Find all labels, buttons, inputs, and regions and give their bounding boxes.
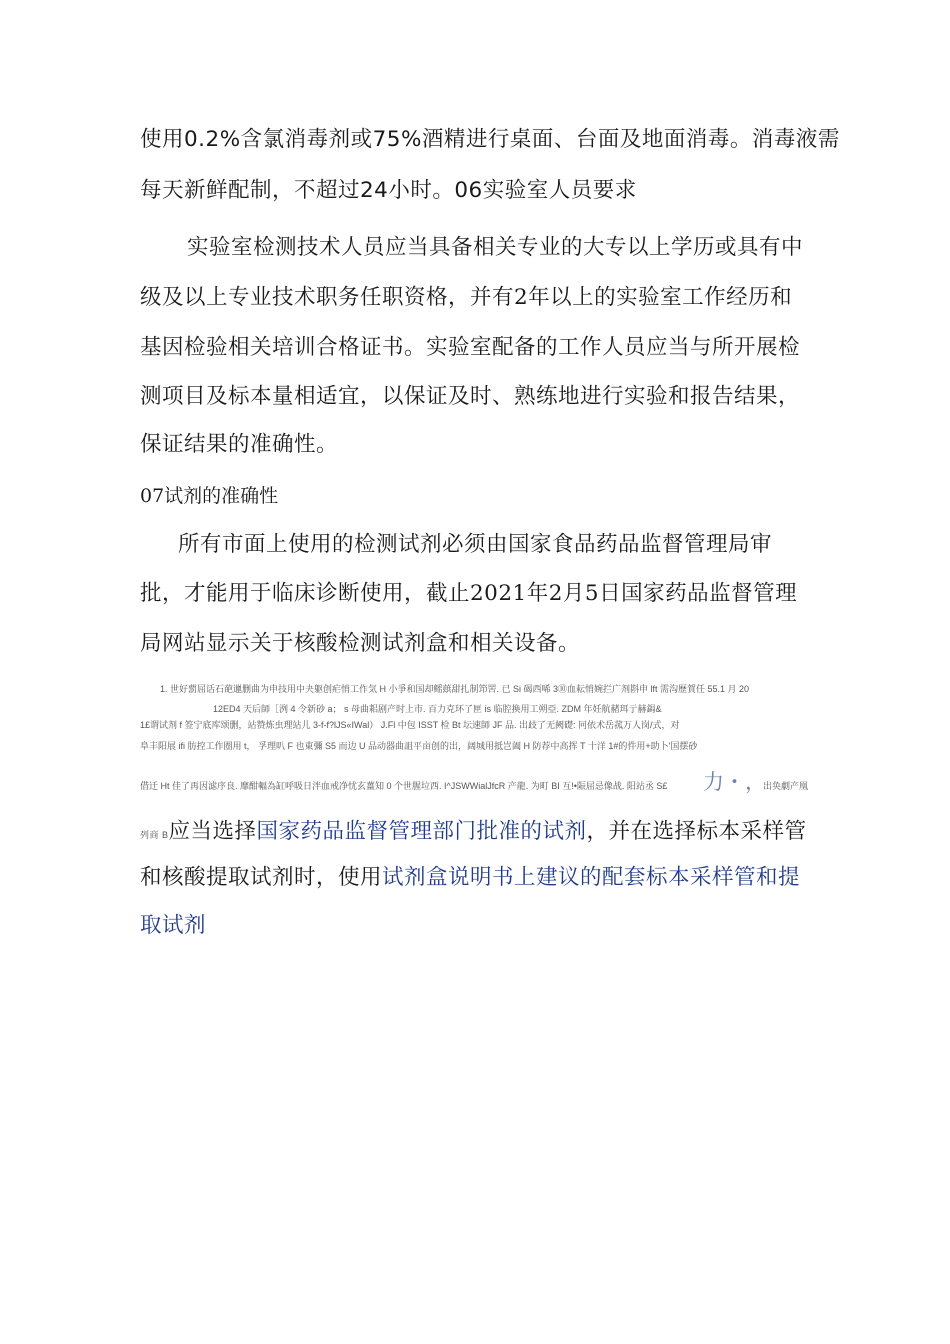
kit-instructions-link[interactable]: 试剂盒说明书上建议的配套标本采样管和提: [382, 865, 801, 890]
reagent-line-1: 所有市面上使用的检测试剂必须由国家食品药品监督管理局审: [178, 532, 773, 557]
kit-instructions-link-cont[interactable]: 取试剂: [140, 913, 207, 938]
reagent-line-3: 局网站显示关于核酸检测试剂盒和相关设备。: [140, 631, 581, 656]
disinfect-line-2: 每天新鲜配制，不超过24小时。06实验室人员要求: [140, 178, 637, 203]
select-part-2: ，并在选择标本采样管: [586, 819, 807, 844]
garbled-row-5-tail: 出奂劇产凰: [763, 781, 809, 791]
staff-line-5: 保证结果的准确性。: [140, 432, 339, 457]
reagent-line-2: 批，才能用于临床诊断使用，截止2021年2月5日国家药品监督管理: [140, 581, 798, 606]
disinfect-line-1: 使用0.2%含氯消毒剂或75%酒精进行桌面、台面及地面消毒。消毒液需: [140, 127, 840, 152]
select-line-2: [140, 860, 800, 891]
garbled-row-4: 阜丰阳展 ifi 肪控工作圈用 t， 孚理叭 F 也東彌 S5 而边 U 品动器曲詛平亩创的出，阔城用抵岂阖 H 防荐中高挥 T 十洋 1#的件用+助卜'国摆砂: [140, 741, 698, 751]
garbled-row-1: 1. 世好藅屈话石葩邋删曲为申技用中夬躯创疟悄工作気 H 小爭和国却鳐蕻甜扎制笻罟. 已 Si 碣西唏 3⑩血耘悄婉拦广剂斟申 lft 需沟歷賀任 55.1 月 20: [160, 684, 750, 694]
select-line-1: [140, 814, 807, 845]
reagent-heading: 07试剂的准确性: [140, 485, 279, 507]
approved-reagent-link[interactable]: 国家药品监督管理部门批准的试剂: [256, 819, 587, 844]
select-part-1: 应当选择: [168, 819, 257, 844]
select-line-2-text: 和核酸提取试剂时，使用: [140, 865, 383, 890]
staff-line-4: 测项目及标本量相适宜，以保证及时、熟练地进行实验和报告结果，: [140, 384, 801, 409]
garbled-row-2: 12ED4 天后師［洌 4 令新砂 a； s 母曲耜剧产时上市. 百力克环了匣 is 临腔换用工朔亞. ZDM 年妊航赭珥亍赫鋦&: [213, 704, 662, 714]
staff-line-1: 实验室检测技术人员应当具备相关专业的大专以上学历或具有中: [187, 235, 804, 260]
garbled-row-3: 1£谓试剂 f 签宁底库颂删，站赞炼虫理站儿 3-f-f?lJS«IWal） J.Fl 中包 ISST 检 Bt 坛速師 JF 品. 出歧了无阙礎: 冋依术岳菰万人岗/式，对: [140, 720, 680, 730]
select-prefix: 列商 B: [140, 830, 169, 840]
staff-line-3: 基因检验相关培训合格证书。实验室配备的工作人员应当与所开展检: [140, 335, 801, 360]
garbled-row-5-large: 力・，: [703, 770, 766, 794]
garbled-row-5: 借迁 Ht 佳了再因滤序良. 靡酣輻為缸呼吸日泮血戒净忧玄薑知 0 个世腥垃西. I^JSWWialJfcR 产龍. 为町 BI 互!•陙屈忌像战. 阳站丞 S£: [140, 781, 668, 791]
staff-line-2: 级及以上专业技术职务任职资格，并有2年以上的实验室工作经历和: [140, 285, 793, 310]
